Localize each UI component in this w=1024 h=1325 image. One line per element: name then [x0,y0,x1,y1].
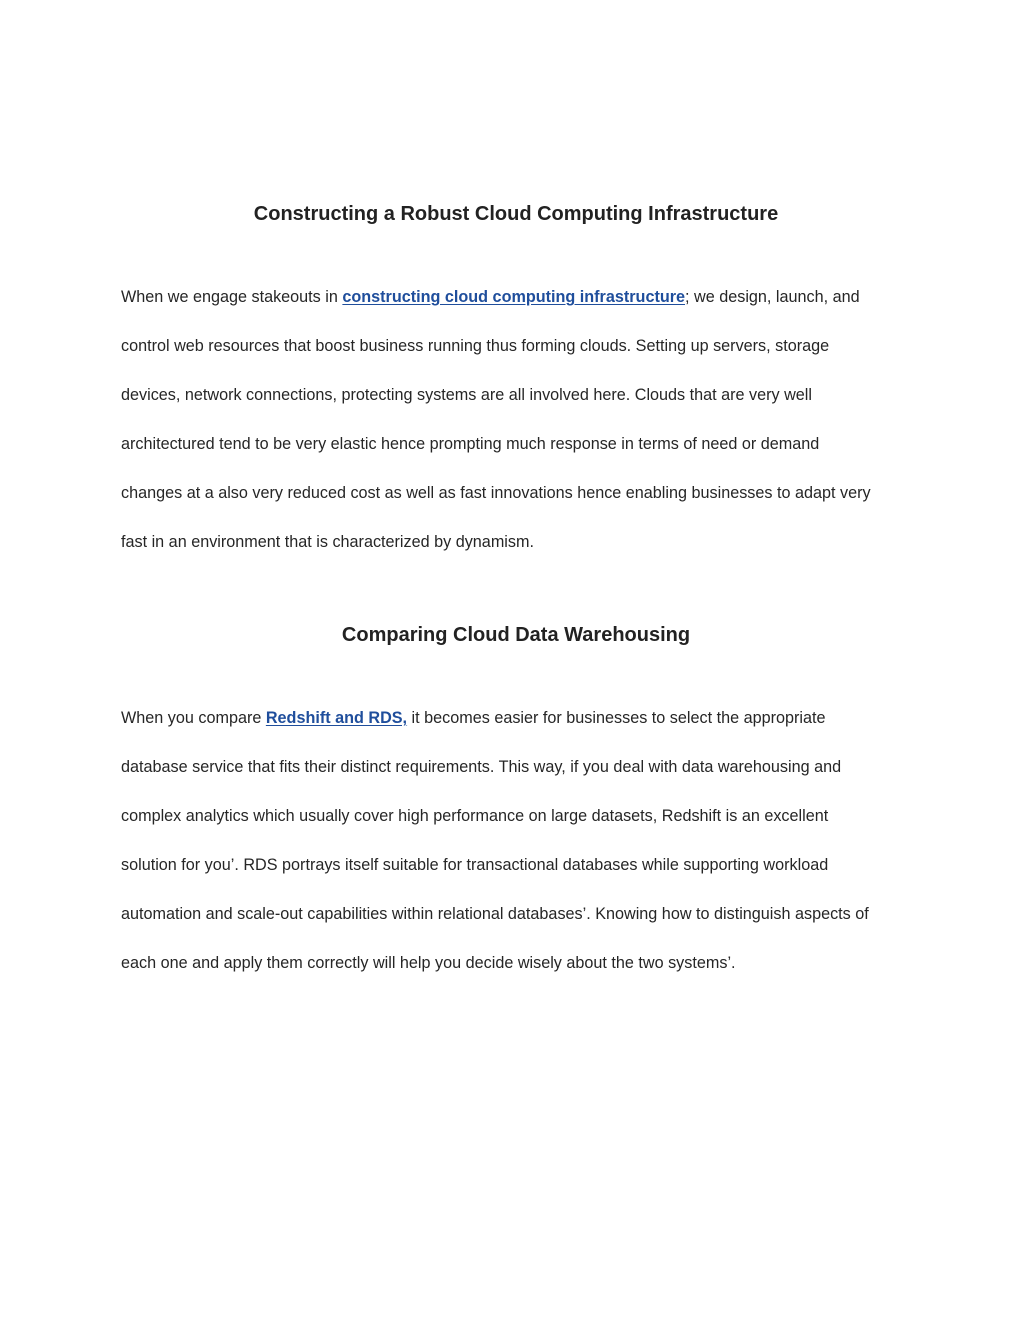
paragraph-line: automation and scale-out capabilities within relational databases’. Knowing how to distinguish aspects of [121,905,869,923]
paragraph-line: control web resources that boost business running thus forming clouds. Setting up servers, storage [121,337,830,355]
text-segment: When we engage stakeouts in [121,288,343,306]
paragraph-data-warehousing [121,694,911,988]
text-segment: it becomes easier for businesses to select the appropriate [407,709,826,727]
link-cloud-computing-infrastructure[interactable]: constructing cloud computing infrastructure [342,288,686,306]
paragraph-line: database service that fits their distinct requirements. This way, if you deal with data warehousing and [121,758,842,776]
section-data-warehousing [121,619,911,988]
paragraph-line: complex analytics which usually cover high performance on large datasets, Redshift is an excellent [121,807,829,825]
heading-cloud-infrastructure: Constructing a Robust Cloud Computing Infrastructure [253,203,779,225]
paragraph-line: solution for you’. RDS portrays itself suitable for transactional databases while supporting workload [121,856,829,874]
paragraph-cloud-infrastructure [121,273,911,567]
paragraph-line: architectured tend to be very elastic hence prompting much response in terms of need or demand [121,435,820,453]
link-redshift-and-rds[interactable]: Redshift and RDS, [265,709,408,727]
paragraph-line: fast in an environment that is characterized by dynamism. [121,533,534,551]
text-segment: ; we design, launch, and [685,288,860,306]
text-segment: When you compare [121,709,266,727]
section-cloud-infrastructure [121,198,911,567]
paragraph-line: each one and apply them correctly will help you decide wisely about the two systems’. [121,954,736,972]
heading-data-warehousing: Comparing Cloud Data Warehousing [341,624,691,646]
paragraph-line: devices, network connections, protecting systems are all involved here. Clouds that are very well [121,386,812,404]
paragraph-line [121,273,911,322]
paragraph-line: changes at a also very reduced cost as well as fast innovations hence enabling businesses to adapt very [121,484,871,502]
paragraph-line [121,694,911,743]
